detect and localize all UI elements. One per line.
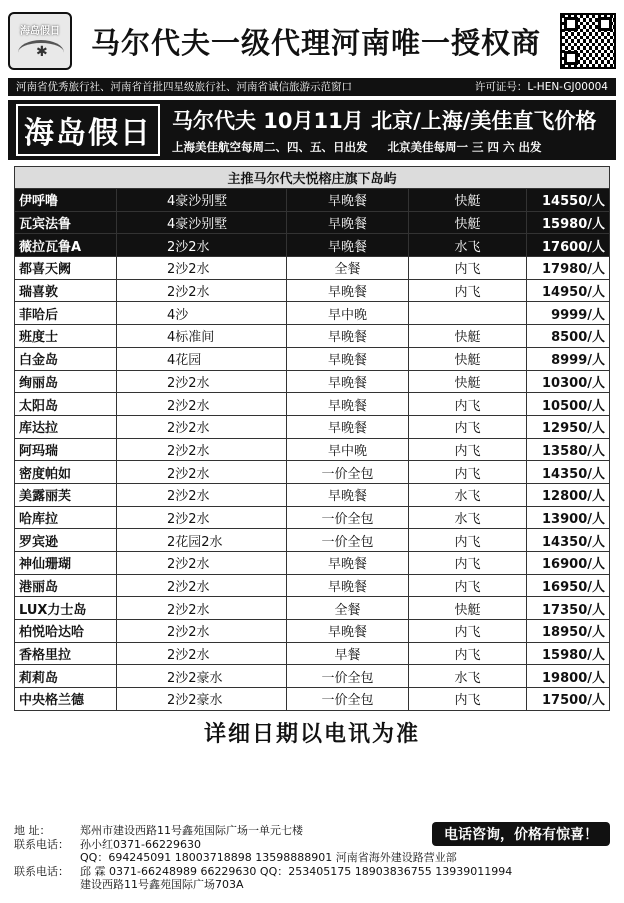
price: 13580/人 — [527, 438, 610, 461]
meal-plan: 早晚餐 — [287, 415, 409, 438]
table-row — [15, 688, 610, 711]
transfer-type: 内飞 — [409, 461, 527, 484]
shanghai-schedule: 上海美佳航空每周二、四、五、日出发 — [172, 140, 368, 154]
meal-plan: 早晚餐 — [287, 279, 409, 302]
price: 18950/人 — [527, 620, 610, 643]
phone-label-2: 联系电话： — [14, 864, 69, 878]
beijing-schedule: 北京美佳每周一 三 四 六 出发 — [387, 140, 542, 154]
island-name: 中央格兰德 — [15, 688, 117, 711]
meal-plan: 一价全包 — [287, 529, 409, 552]
table-row — [15, 574, 610, 597]
table-row — [15, 257, 610, 280]
island-name: 太阳岛 — [15, 393, 117, 416]
table-caption-row — [15, 167, 610, 189]
meal-plan: 一价全包 — [287, 506, 409, 529]
table-row — [15, 393, 610, 416]
page-headline: 马尔代夫一级代理河南唯一授权商 — [90, 25, 541, 60]
table-caption: 主推马尔代夫悦榕庄旗下岛屿 — [15, 167, 610, 189]
island-name: 神仙珊瑚 — [15, 552, 117, 575]
transfer-type: 水飞 — [409, 665, 527, 688]
island-name: 香格里拉 — [15, 642, 117, 665]
price: 17980/人 — [527, 257, 610, 280]
licence-number: 许可证号：L-HEN-GJ00004 — [474, 81, 608, 93]
transfer-type: 内飞 — [409, 438, 527, 461]
room-type: 2沙2水 — [117, 393, 287, 416]
meal-plan: 一价全包 — [287, 688, 409, 711]
address-text: 郑州市建设西路11号鑫苑国际广场一单元七楼 — [80, 824, 303, 837]
room-type: 2沙2水 — [117, 279, 287, 302]
table-row — [15, 529, 610, 552]
island-name: 港丽岛 — [15, 574, 117, 597]
room-type: 2沙2水 — [117, 257, 287, 280]
call-slogan: 电话咨询，价格有惊喜！ — [432, 822, 610, 846]
room-type: 2花园2水 — [117, 529, 287, 552]
transfer-type: 快艇 — [409, 597, 527, 620]
qq-1: QQ：694245091 18003718898 13598888901 河南省海外建设路营业部 — [80, 851, 457, 865]
price: 19800/人 — [527, 665, 610, 688]
room-type: 2沙2水 — [117, 370, 287, 393]
price: 16900/人 — [527, 552, 610, 575]
price: 8500/人 — [527, 325, 610, 348]
phone-1[interactable]: 孙小红0371-66229630 — [80, 837, 201, 851]
transfer-type: 快艇 — [409, 211, 527, 234]
room-type: 4标准间 — [117, 325, 287, 348]
island-name: 莉莉岛 — [15, 665, 117, 688]
island-name: 菲哈后 — [15, 302, 117, 325]
price-table — [14, 166, 610, 711]
island-name: 绚丽岛 — [15, 370, 117, 393]
transfer-type: 水飞 — [409, 234, 527, 257]
price: 14350/人 — [527, 529, 610, 552]
transfer-type: 内飞 — [409, 688, 527, 711]
table-row — [15, 506, 610, 529]
island-name: 瑞喜敦 — [15, 279, 117, 302]
table-row — [15, 642, 610, 665]
island-name: 伊呼噜 — [15, 189, 117, 212]
room-type: 2沙2豪水 — [117, 688, 287, 711]
price: 14950/人 — [527, 279, 610, 302]
island-name: 都喜天阙 — [15, 257, 117, 280]
table-row — [15, 461, 610, 484]
price: 10500/人 — [527, 393, 610, 416]
transfer-type: 内飞 — [409, 552, 527, 575]
table-row — [15, 438, 610, 461]
price: 13900/人 — [527, 506, 610, 529]
meal-plan: 一价全包 — [287, 461, 409, 484]
room-type: 2沙2水 — [117, 234, 287, 257]
price: 17350/人 — [527, 597, 610, 620]
company-logo — [8, 12, 72, 70]
table-row — [15, 279, 610, 302]
phone-2[interactable]: 邱 霖 0371-66248989 66229630 QQ：253405175 18903836755 13939011994 — [80, 864, 513, 878]
transfer-type: 内飞 — [409, 279, 527, 302]
transfer-type: 快艇 — [409, 325, 527, 348]
meal-plan: 早中晚 — [287, 302, 409, 325]
room-type: 2沙2水 — [117, 483, 287, 506]
promo-banner — [8, 100, 616, 160]
transfer-type: 内飞 — [409, 257, 527, 280]
table-row — [15, 552, 610, 575]
room-type: 4豪沙别墅 — [117, 189, 287, 212]
island-name: 柏悦哈达哈 — [15, 620, 117, 643]
price: 10300/人 — [527, 370, 610, 393]
dates-note: 详细日期以电讯为准 — [203, 721, 420, 747]
price: 14350/人 — [527, 461, 610, 484]
island-name: 罗宾逊 — [15, 529, 117, 552]
meal-plan: 早晚餐 — [287, 347, 409, 370]
island-name: 薇拉瓦鲁A — [15, 234, 117, 257]
banner-title: 海岛假日 — [16, 104, 160, 156]
meal-plan: 早晚餐 — [287, 325, 409, 348]
room-type: 2沙2水 — [117, 642, 287, 665]
room-type: 2沙2水 — [117, 461, 287, 484]
table-row — [15, 325, 610, 348]
island-name: 库达拉 — [15, 415, 117, 438]
transfer-type: 水飞 — [409, 506, 527, 529]
palm-tree-icon: ✱ — [36, 44, 48, 60]
top-header — [8, 6, 616, 76]
meal-plan: 早晚餐 — [287, 393, 409, 416]
qr-code-icon[interactable] — [560, 13, 616, 69]
price: 15980/人 — [527, 642, 610, 665]
transfer-type: 内飞 — [409, 393, 527, 416]
room-type: 2沙2水 — [117, 552, 287, 575]
phone-label-1: 联系电话： — [14, 837, 69, 851]
transfer-type: 内飞 — [409, 415, 527, 438]
transfer-type: 内飞 — [409, 574, 527, 597]
room-type: 2沙2水 — [117, 438, 287, 461]
transfer-type: 快艇 — [409, 347, 527, 370]
meal-plan: 早晚餐 — [287, 189, 409, 212]
table-row — [15, 415, 610, 438]
island-name: 美露丽芙 — [15, 483, 117, 506]
meal-plan: 全餐 — [287, 257, 409, 280]
transfer-type: 水飞 — [409, 483, 527, 506]
island-name: 阿玛瑞 — [15, 438, 117, 461]
table-row — [15, 211, 610, 234]
table-row — [15, 665, 610, 688]
meal-plan: 全餐 — [287, 597, 409, 620]
table-row — [15, 597, 610, 620]
island-name: 瓦宾法鲁 — [15, 211, 117, 234]
price: 9999/人 — [527, 302, 610, 325]
room-type: 2沙2豪水 — [117, 665, 287, 688]
meal-plan: 一价全包 — [287, 665, 409, 688]
room-type: 4花园 — [117, 347, 287, 370]
price: 8999/人 — [527, 347, 610, 370]
island-name: 班度士 — [15, 325, 117, 348]
price: 12800/人 — [527, 483, 610, 506]
table-row — [15, 189, 610, 212]
meal-plan: 早中晚 — [287, 438, 409, 461]
room-type: 2沙2水 — [117, 597, 287, 620]
price: 15980/人 — [527, 211, 610, 234]
meal-plan: 早晚餐 — [287, 370, 409, 393]
price: 12950/人 — [527, 415, 610, 438]
banner-main-text: 马尔代夫 10月11月 北京/上海/美佳直飞价格 — [172, 109, 597, 133]
island-name: LUX力士岛 — [15, 597, 117, 620]
meal-plan: 早晚餐 — [287, 620, 409, 643]
table-row — [15, 302, 610, 325]
meal-plan: 早晚餐 — [287, 483, 409, 506]
transfer-type: 内飞 — [409, 620, 527, 643]
room-type: 2沙2水 — [117, 506, 287, 529]
room-type: 4沙 — [117, 302, 287, 325]
room-type: 2沙2水 — [117, 574, 287, 597]
price: 14550/人 — [527, 189, 610, 212]
price: 16950/人 — [527, 574, 610, 597]
price: 17500/人 — [527, 688, 610, 711]
table-row — [15, 483, 610, 506]
licence-bar — [8, 78, 616, 96]
meal-plan: 早晚餐 — [287, 552, 409, 575]
transfer-type: 快艇 — [409, 189, 527, 212]
honors-text: 河南省优秀旅行社、河南省首批四星级旅行社、河南省诚信旅游示范窗口 — [16, 81, 352, 93]
meal-plan: 早餐 — [287, 642, 409, 665]
room-type: 4豪沙别墅 — [117, 211, 287, 234]
meal-plan: 早晚餐 — [287, 211, 409, 234]
room-type: 2沙2水 — [117, 620, 287, 643]
address-label: 地 址： — [14, 824, 51, 837]
logo-text: 海岛假日 — [20, 26, 60, 37]
transfer-type: 快艇 — [409, 370, 527, 393]
island-name: 哈库拉 — [15, 506, 117, 529]
transfer-type: 内飞 — [409, 642, 527, 665]
price: 17600/人 — [527, 234, 610, 257]
meal-plan: 早晚餐 — [287, 234, 409, 257]
meal-plan: 早晚餐 — [287, 574, 409, 597]
table-row — [15, 234, 610, 257]
island-name: 白金岛 — [15, 347, 117, 370]
island-name: 密度帕如 — [15, 461, 117, 484]
room-type: 2沙2水 — [117, 415, 287, 438]
banner-subtext — [172, 139, 608, 155]
transfer-type: 内飞 — [409, 529, 527, 552]
table-row — [15, 370, 610, 393]
transfer-type — [409, 302, 527, 325]
table-row — [15, 620, 610, 643]
table-row — [15, 347, 610, 370]
address-2: 建设西路11号鑫苑国际广场703A — [80, 878, 244, 892]
